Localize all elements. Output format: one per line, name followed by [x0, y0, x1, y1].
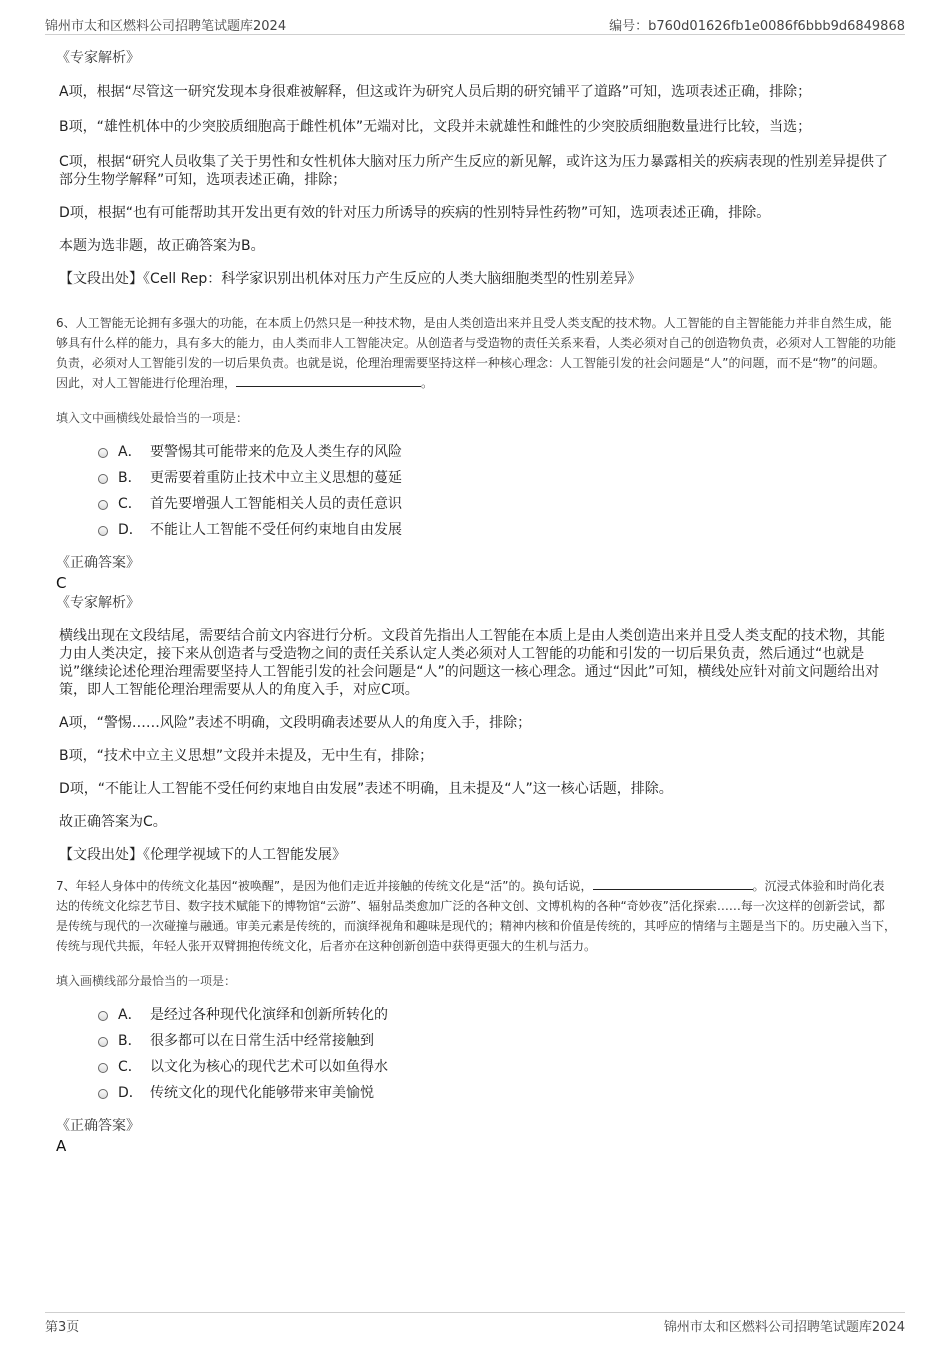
radio-icon[interactable] — [98, 500, 108, 510]
question-6-prompt: 填入文中画横线处最恰当的一项是： — [56, 411, 249, 425]
correct-answer-label: 《正确答案》 — [56, 555, 140, 571]
page-content — [56, 42, 896, 1156]
correct-answer-label: 《正确答案》 — [56, 1118, 140, 1134]
analysis-para: B项，“技术中立主义思想”文段并未提及，无中生有，排除； — [59, 748, 434, 764]
radio-icon[interactable] — [98, 1011, 108, 1021]
header-title: 锦州市太和区燃料公司招聘笔试题库2024 — [45, 19, 287, 34]
page-header — [45, 12, 905, 35]
analysis-para: 横线出现在文段结尾，需要结合前文内容进行分析。文段首先指出人工智能在本质上是由人类创造出来并且受人类支配的技术物，其能力由人类决定，接下来从创造者与受造物之间的责任关系认定人类必须对人工智能的功能和引发的一切后果负责，然后通过“也就是说”继续论述伦理治理需要坚持人工智能引发的社会问题是“人”的问题这一核心理念。通过“因此”可知，横线处应针对前文问题给出对策，即人工智能伦理治理需要从人的角度入手，对应C项。 — [59, 628, 885, 698]
question-6-options — [98, 439, 896, 543]
analysis-conclusion: 故正确答案为C。 — [59, 814, 167, 830]
header-serial: 编号：b760d01626fb1e0086f6bbb9d6849868 — [609, 19, 905, 34]
radio-icon[interactable] — [98, 526, 108, 536]
expert-analysis-label: 《专家解析》 — [56, 50, 140, 66]
option-b[interactable]: B． 更需要着重防止技术中立主义思想的蔓延 — [98, 465, 896, 491]
option-d[interactable]: D． 不能让人工智能不受任何约束地自由发展 — [98, 517, 896, 543]
analysis-para: D项，“不能让人工智能不受任何约束地自由发展”表述不明确，且未提及“人”这一核心话题，排除。 — [59, 781, 673, 797]
analysis-para: C项，根据“研究人员收集了关于男性和女性机体大脑对压力所产生反应的新见解，或许这为压力暴露相关的疾病表现的性别差异提供了部分生物学解释”可知，选项表述正确，排除； — [59, 154, 889, 188]
option-b[interactable]: B． 很多都可以在日常生活中经常接触到 — [98, 1028, 896, 1054]
radio-icon[interactable] — [98, 1063, 108, 1073]
answer-blank — [236, 374, 421, 387]
source-citation: 【文段出处】《伦理学视域下的人工智能发展》 — [59, 847, 346, 863]
option-c[interactable]: C． 以文化为核心的现代艺术可以如鱼得水 — [98, 1054, 896, 1080]
option-a[interactable]: A． 要警惕其可能带来的危及人类生存的风险 — [98, 439, 896, 465]
radio-icon[interactable] — [98, 448, 108, 458]
radio-icon[interactable] — [98, 474, 108, 484]
page-number: 第3页 — [45, 1320, 80, 1335]
option-a[interactable]: A． 是经过各种现代化演绎和创新所转化的 — [98, 1002, 896, 1028]
option-c[interactable]: C． 首先要增强人工智能相关人员的责任意识 — [98, 491, 896, 517]
expert-analysis-label: 《专家解析》 — [56, 595, 140, 611]
answer-blank — [593, 877, 753, 890]
analysis-para: A项，根据“尽管这一研究发现本身很难被解释，但这或许为研究人员后期的研究铺平了道路”可知，选项表述正确，排除； — [59, 84, 812, 100]
radio-icon[interactable] — [98, 1037, 108, 1047]
correct-answer: A — [56, 1137, 67, 1155]
radio-icon[interactable] — [98, 1089, 108, 1099]
analysis-para: A项，“警惕……风险”表述不明确，文段明确表述要从人的角度入手，排除； — [59, 715, 532, 731]
source-citation: 【文段出处】《Cell Rep：科学家识别出机体对压力产生反应的人类大脑细胞类型的性别差异》 — [59, 271, 642, 287]
page-footer — [45, 1312, 905, 1335]
analysis-conclusion: 本题为选非题，故正确答案为B。 — [59, 238, 265, 254]
correct-answer: C — [56, 574, 67, 592]
question-7-prompt: 填入画横线部分最恰当的一项是： — [56, 974, 237, 988]
analysis-para: B项，“雄性机体中的少突胶质细胞高于雌性机体”无端对比，文段并未就雄性和雌性的少突胶质细胞数量进行比较，当选； — [59, 119, 812, 135]
option-d[interactable]: D． 传统文化的现代化能够带来审美愉悦 — [98, 1080, 896, 1106]
question-7-stem: 7、年轻人身体中的传统文化基因“被唤醒”，是因为他们走近并接触的传统文化是“活”的。换句话说， 。沉浸式体验和时尚化表达的传统文化综艺节目、数字技术赋能下的博物馆“云游”、辐射品类愈加广泛的各种文创、文博机构的各种“奇妙夜”活化探索……每一次这样的创新尝试，都是传统与现代的一次碰撞与融通。审美元素是传统的，而演绎视角和趣味是现代的；精神内核和价值是传统的，其呼应的情绪与主题是当下的。历史融入当下，传统与现代共振，年轻人张开双臂拥抱传统文化，后者亦在这种创新创造中获得更强大的生机与活力。 — [56, 879, 897, 953]
question-6-stem: 6、人工智能无论拥有多强大的功能，在本质上仍然只是一种技术物，是由人类创造出来并且受人类支配的技术物。人工智能的自主智能能力并非自然生成，能够具有什么样的能力，具有多大的能力，由人类而非人工智能决定。从创造者与受造物的责任关系来看，人类必须对自己的创造物负责，必须对人工智能的功能负责，必须对人工智能引发的一切后果负责。也就是说，伦理治理需要坚持这样一种核心理念：人工智能引发的社会问题是“人”的问题，而不是“物”的问题。因此，对人工智能进行伦理治理， 。 — [56, 316, 897, 390]
footer-title: 锦州市太和区燃料公司招聘笔试题库2024 — [663, 1320, 905, 1335]
analysis-para: D项，根据“也有可能帮助其开发出更有效的针对压力所诱导的疾病的性别特异性药物”可知，选项表述正确，排除。 — [59, 205, 771, 221]
question-7-options — [98, 1002, 896, 1106]
